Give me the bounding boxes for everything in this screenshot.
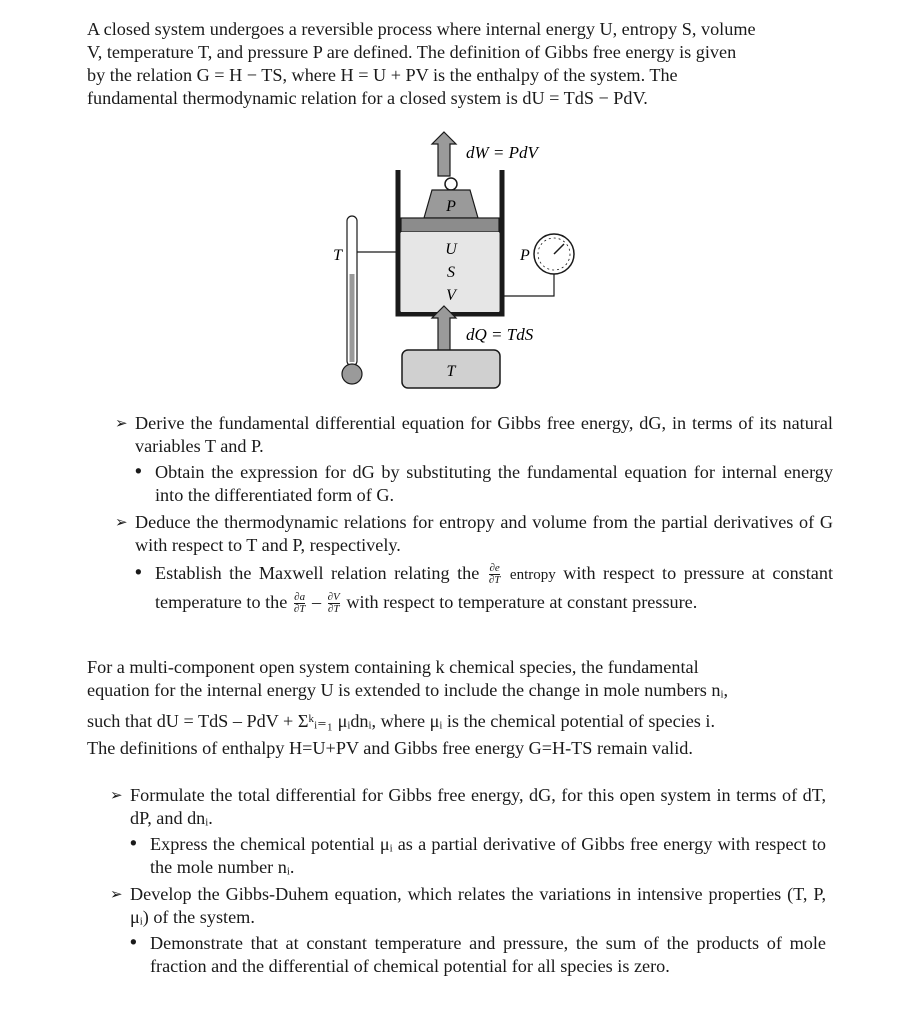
piston-plate	[401, 218, 499, 232]
list-item	[110, 883, 826, 929]
task-list-open-system	[110, 784, 826, 978]
sub-list-item	[110, 932, 826, 978]
gauge-label: P	[520, 247, 530, 264]
thermometer-label: T	[333, 247, 342, 264]
fraction: $\frac{\partial a}{\partial T}$	[293, 591, 306, 616]
list-item-text: Derive the fundamental differential equation for Gibbs free energy, dG, in terms of its natural variables T and P.	[135, 413, 833, 456]
list-item-text: Deduce the thermodynamic relations for entropy and volume from the partial derivatives of G with respect to T and P, respectively.	[135, 512, 833, 555]
thermometer-mercury	[350, 274, 355, 362]
sub-list-item	[115, 560, 833, 616]
work-label: dW = PdV	[466, 143, 538, 162]
work-arrow-icon	[432, 132, 456, 176]
intro-line: A closed system undergoes a reversible process where internal energy U, entropy S, volume	[87, 19, 756, 39]
task-list-closed-system	[115, 412, 833, 616]
dot-bullet-icon: •	[133, 462, 144, 483]
piston-label: P	[446, 198, 456, 215]
intro-line: V, temperature T, and pressure P are defined. The definition of Gibbs free energy is given	[87, 42, 737, 62]
arrow-bullet-icon: ➢	[110, 786, 123, 804]
sub-list-item-text: Establish the Maxwell relation relating the	[155, 563, 480, 583]
piston-cylinder-diagram	[320, 124, 600, 394]
gas-label-s: S	[447, 264, 455, 281]
para-line: equation for the internal energy U is extended to include the change in mole numbers nᵢ,	[87, 680, 729, 700]
sub-list-item	[110, 833, 826, 879]
piston-knob	[445, 178, 457, 190]
intro-line: by the relation G = H − TS, where H = U + PV is the enthalpy of the system. The	[87, 65, 678, 85]
sub-list-item	[115, 461, 833, 507]
sub-list-item-text: Demonstrate that at constant temperature and pressure, the sum of the products of mole fraction and the differential of chemical potential for all species is zero.	[150, 933, 826, 976]
dot-bullet-icon: •	[128, 933, 139, 954]
arrow-bullet-icon: ➢	[110, 885, 123, 903]
entropy-word: entropy	[509, 567, 556, 583]
fraction: $\frac{\partial V}{\partial T}$	[327, 591, 340, 616]
intro-paragraph	[87, 18, 833, 110]
arrow-bullet-icon: ➢	[115, 513, 128, 531]
list-item	[115, 511, 833, 557]
list-item-text: Develop the Gibbs-Duhem equation, which relates the variations in intensive properties (T, P, μᵢ) of the system.	[130, 884, 826, 927]
arrow-bullet-icon: ➢	[115, 414, 128, 432]
sub-list-item-text: with respect to pressure at constant temperature to the	[155, 563, 834, 612]
gas-label-v: V	[446, 287, 456, 304]
fraction: $\frac{\partial e}{\partial T}$	[488, 562, 501, 587]
para-line: The definitions of enthalpy H=U+PV and Gibbs free energy G=H-TS remain valid.	[87, 738, 693, 758]
para-line: For a multi-component open system containing k chemical species, the fundamental	[87, 657, 699, 677]
dot-bullet-icon: •	[128, 834, 139, 855]
gauge-connector	[504, 274, 554, 296]
list-item-text: Formulate the total differential for Gibbs free energy, dG, for this open system in terms of dT, dP, and dnᵢ.	[130, 785, 826, 828]
minus-sign: –	[311, 592, 322, 612]
heat-label: dQ = TdS	[466, 325, 534, 344]
list-item	[110, 784, 826, 830]
list-item	[115, 412, 833, 458]
intro-line: fundamental thermodynamic relation for a closed system is dU = TdS − PdV.	[87, 88, 648, 108]
para-line: such that dU = TdS – PdV + Σᵏᵢ₌₁ μᵢdnᵢ, where μᵢ is the chemical potential of species i.	[87, 711, 716, 731]
dot-bullet-icon: •	[133, 563, 144, 584]
sub-list-item-text: with respect to temperature at constant pressure.	[346, 592, 698, 612]
reservoir-label: T	[446, 363, 456, 380]
open-system-paragraph	[87, 656, 833, 760]
sub-list-item-text: Obtain the expression for dG by substituting the fundamental equation for internal energy into the differentiated form of G.	[155, 462, 833, 505]
gas-label-u: U	[445, 241, 457, 258]
sub-list-item-text: Express the chemical potential μᵢ as a partial derivative of Gibbs free energy with respect to the mole number nᵢ.	[150, 834, 826, 877]
thermometer-bulb	[342, 364, 362, 384]
